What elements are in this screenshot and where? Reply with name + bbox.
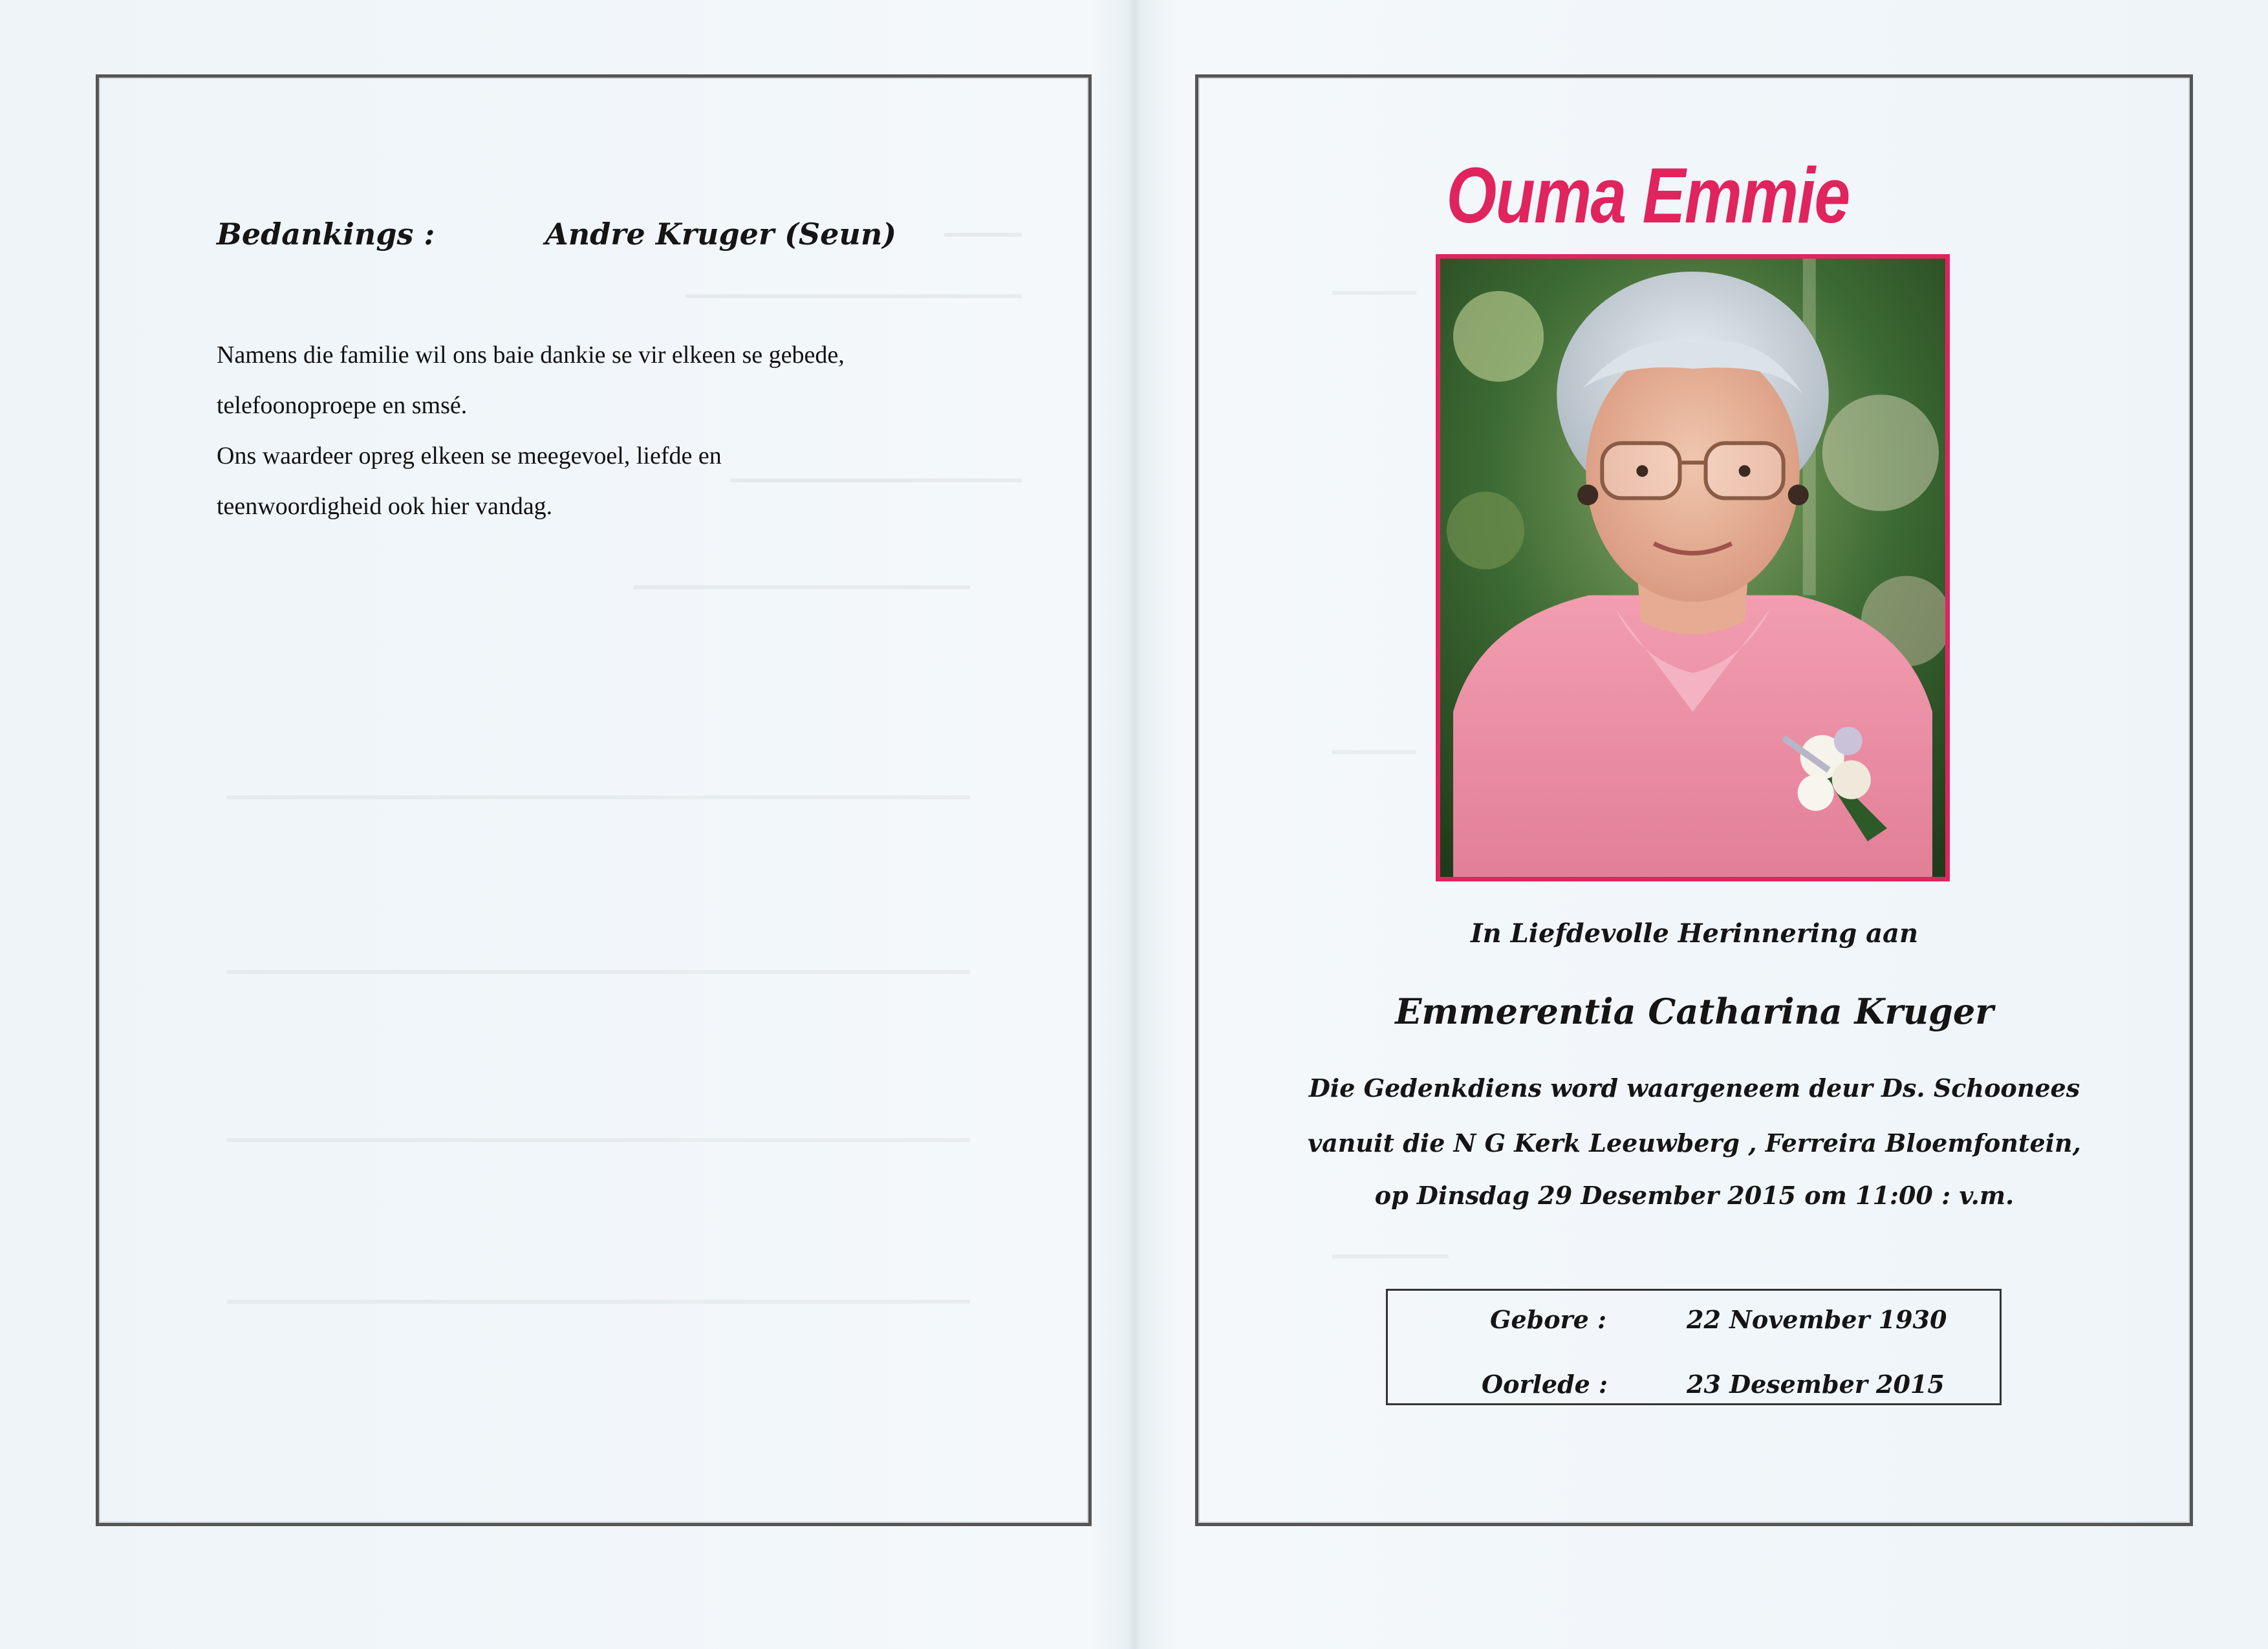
died-label: Oorlede : [1482,1370,1608,1399]
died-date: 23 Desember 2015 [1687,1370,1945,1399]
program-title: Ouma Emmie [1446,151,1850,239]
thanks-line: Ons waardeer opreg elkeen se meegevoel, liefde en [217,442,722,469]
born-label: Gebore : [1490,1305,1606,1334]
memorial-heading: In Liefdevolle Herinnering aan [1470,918,1919,949]
service-details-line: vanuit die N G Kerk Leeuwberg , Ferreira Bloemfontein, [1308,1128,2081,1158]
thanks-line: Namens die familie wil ons baie dankie se vir elkeen se gebede, [217,341,845,369]
service-details-line: op Dinsdag 29 Desember 2015 om 11:00 : v.m. [1374,1181,2014,1210]
thanks-heading [217,217,1057,262]
service-details-line: Die Gedenkdiens word waargeneem deur Ds. Schoonees [1308,1073,2080,1103]
left-panel-border [96,74,1092,1526]
center-fold [1129,0,1140,1649]
deceased-full-name: Emmerentia Catharina Kruger [1395,991,1994,1032]
born-date: 22 November 1930 [1687,1305,1947,1334]
life-dates-box [1386,1289,2002,1405]
thanks-message [217,330,1025,532]
portrait-illustration [1440,259,1945,877]
thanks-line: telefoonoproepe en smsé. [217,392,468,419]
thanks-heading-name: Andre Kruger (Seun) [545,217,897,252]
thanks-heading-label: Bedankings : [217,217,435,252]
thanks-line: teenwoordigheid ook hier vandag. [217,493,553,520]
portrait-photo [1436,254,1950,881]
